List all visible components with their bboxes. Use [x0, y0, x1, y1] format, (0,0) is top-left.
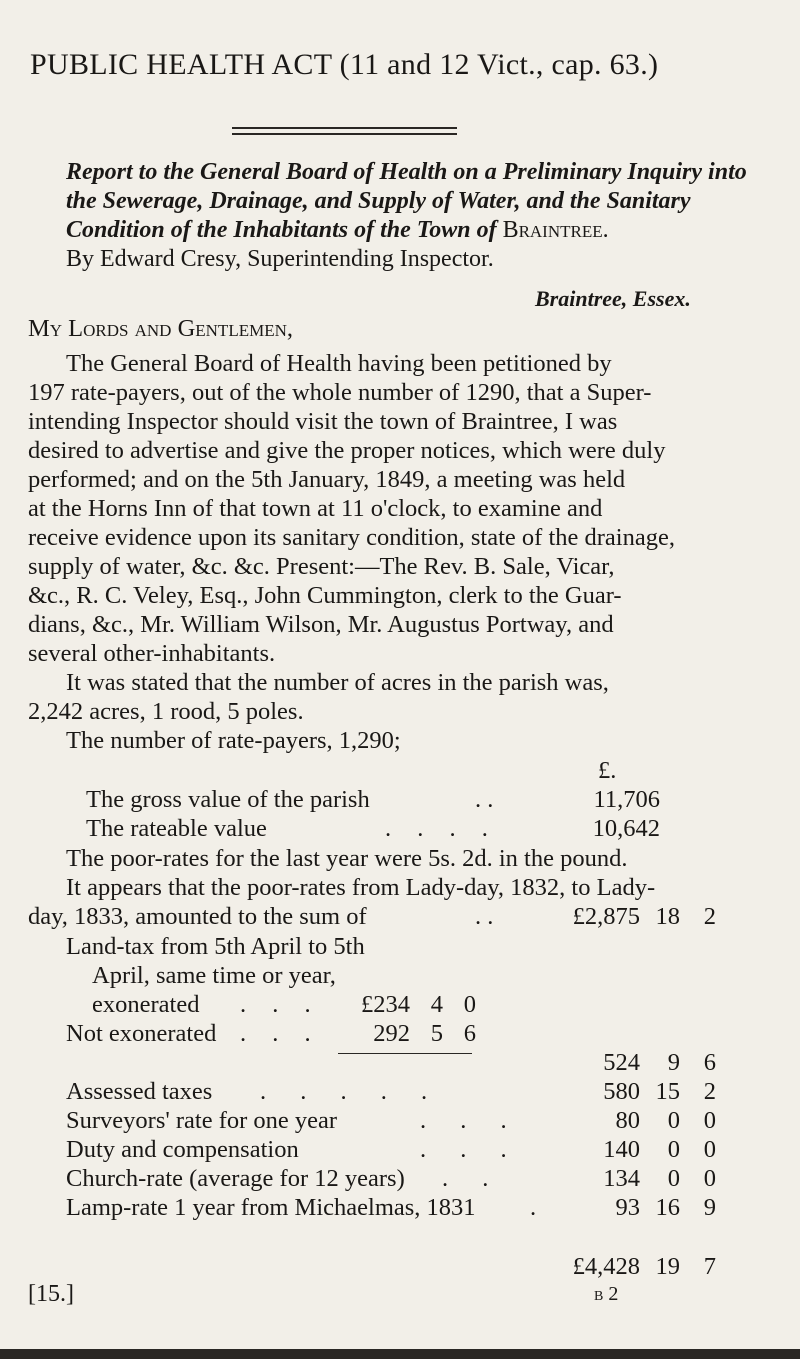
body-line: The General Board of Health having been petitioned by	[66, 350, 612, 377]
leader-dots: . . .	[240, 991, 321, 1018]
charge-pence: 9	[703, 1194, 716, 1221]
body-line: desired to advertise and give the proper notices, which were duly	[28, 437, 666, 464]
body-line: dians, &c., Mr. William Wilson, Mr. Augustus Portway, and	[28, 611, 614, 638]
land-tax-line: April, same time or year,	[92, 962, 336, 989]
charge-pence: 0	[703, 1136, 716, 1163]
leader-dots: .	[530, 1194, 537, 1221]
land-tax-pounds: £234	[361, 991, 410, 1018]
poor-rates-shillings: 18	[655, 903, 680, 930]
land-tax-pence: 6	[463, 1020, 476, 1047]
charge-pence: 0	[703, 1107, 716, 1134]
poor-rates-pounds: £2,875	[572, 903, 640, 930]
body-line: several other-inhabitants.	[28, 640, 276, 667]
report-author: By Edward Cresy, Superintending Inspector.	[66, 246, 494, 272]
land-tax-pounds: 292	[373, 1020, 410, 1047]
report-heading-text: Report to the General Board of Health on a Preliminary Inquiry into the Sewerage, Drainage, and Supply of Water, and the Sanitary Condition of the Inhabitants of the Town of	[66, 159, 747, 243]
body-line: It appears that the poor-rates from Lady-day, 1832, to Lady-	[66, 874, 656, 901]
charge-pounds: 93	[615, 1194, 640, 1221]
leader-dots: . . .	[240, 1020, 321, 1047]
place-line: Braintree, Essex.	[535, 286, 691, 311]
charge-label: Surveyors' rate for one year	[66, 1107, 338, 1134]
body-line: 197 rate-payers, out of the whole number of 1290, that a Super-	[28, 379, 652, 406]
charge-pounds: 580	[603, 1078, 640, 1105]
charge-pounds: 80	[615, 1107, 640, 1134]
charge-shillings: 0	[667, 1165, 680, 1192]
body-line: The number of rate-payers, 1,290;	[66, 727, 401, 754]
total-pounds: £4,428	[572, 1253, 640, 1280]
title-rule-top	[232, 127, 457, 129]
land-tax-line: Land-tax from 5th April to 5th	[66, 933, 365, 960]
body-line: receive evidence upon its sanitary condition, state of the drainage,	[28, 524, 675, 551]
body-line: at the Horns Inn of that town at 11 o'clock, to examine and	[28, 495, 603, 522]
leader-dots: . .	[475, 786, 494, 813]
charge-label: Duty and compensation	[66, 1136, 299, 1163]
body-line: &c., R. C. Veley, Esq., John Cummington, clerk to the Guar-	[28, 582, 622, 609]
poor-rates-pence: 2	[703, 903, 716, 930]
land-tax-label: exonerated	[92, 991, 200, 1018]
body-line: performed; and on the 5th January, 1849, a meeting was held	[28, 466, 626, 493]
signature-mark: b 2	[594, 1283, 619, 1305]
charge-pence: 0	[703, 1165, 716, 1192]
value-label: The rateable value	[86, 815, 267, 842]
charge-pence: 2	[703, 1078, 716, 1105]
body-line: 2,242 acres, 1 rood, 5 poles.	[28, 698, 304, 725]
charge-pounds: 134	[603, 1165, 640, 1192]
salutation: My Lords and Gentlemen,	[28, 315, 293, 342]
charge-label: Lamp-rate 1 year from Michaelmas, 1831	[66, 1194, 476, 1221]
charge-shillings: 16	[655, 1194, 680, 1221]
subtotal-pence: 6	[703, 1049, 716, 1076]
body-line: It was stated that the number of acres in the parish was,	[66, 669, 609, 696]
land-tax-shillings: 5	[430, 1020, 443, 1047]
leader-dots: . . .	[420, 1136, 521, 1163]
page-reference: [15.]	[28, 1281, 74, 1307]
leader-dots: . .	[442, 1165, 503, 1192]
charge-pounds: 140	[603, 1136, 640, 1163]
report-heading	[66, 158, 766, 274]
land-tax-label: Not exonerated	[66, 1020, 217, 1047]
body-line: day, 1833, amounted to the sum of	[28, 903, 367, 930]
leader-dots: . . . . .	[260, 1078, 442, 1105]
charge-label: Church-rate (average for 12 years)	[66, 1165, 405, 1192]
body-line: supply of water, &c. &c. Present:—The Rev. B. Sale, Vicar,	[28, 553, 615, 580]
leader-dots: . .	[475, 903, 494, 930]
subtotal-rule	[338, 1053, 472, 1054]
body-line: intending Inspector should visit the town of Braintree, I was	[28, 408, 618, 435]
charge-shillings: 0	[667, 1136, 680, 1163]
charge-shillings: 15	[655, 1078, 680, 1105]
title-rule-bottom	[232, 133, 457, 135]
value-amount: 10,642	[592, 815, 660, 842]
value-label: The gross value of the parish	[86, 786, 370, 813]
subtotal-shillings: 9	[667, 1049, 680, 1076]
page-title: PUBLIC HEALTH ACT (11 and 12 Vict., cap. 63.)	[30, 48, 659, 81]
leader-dots: . . .	[420, 1107, 521, 1134]
bottom-border	[0, 1349, 800, 1359]
charge-shillings: 0	[667, 1107, 680, 1134]
land-tax-shillings: 4	[430, 991, 443, 1018]
total-shillings: 19	[655, 1253, 680, 1280]
charge-label: Assessed taxes	[66, 1078, 213, 1105]
subtotal-pounds: 524	[603, 1049, 640, 1076]
currency-header: £.	[598, 757, 617, 784]
report-heading-town: Braintree.	[502, 217, 609, 243]
body-line: The poor-rates for the last year were 5s. 2d. in the pound.	[66, 845, 628, 872]
land-tax-pence: 0	[463, 991, 476, 1018]
total-pence: 7	[703, 1253, 716, 1280]
value-amount: 11,706	[593, 786, 660, 813]
leader-dots: . . . .	[385, 815, 498, 842]
